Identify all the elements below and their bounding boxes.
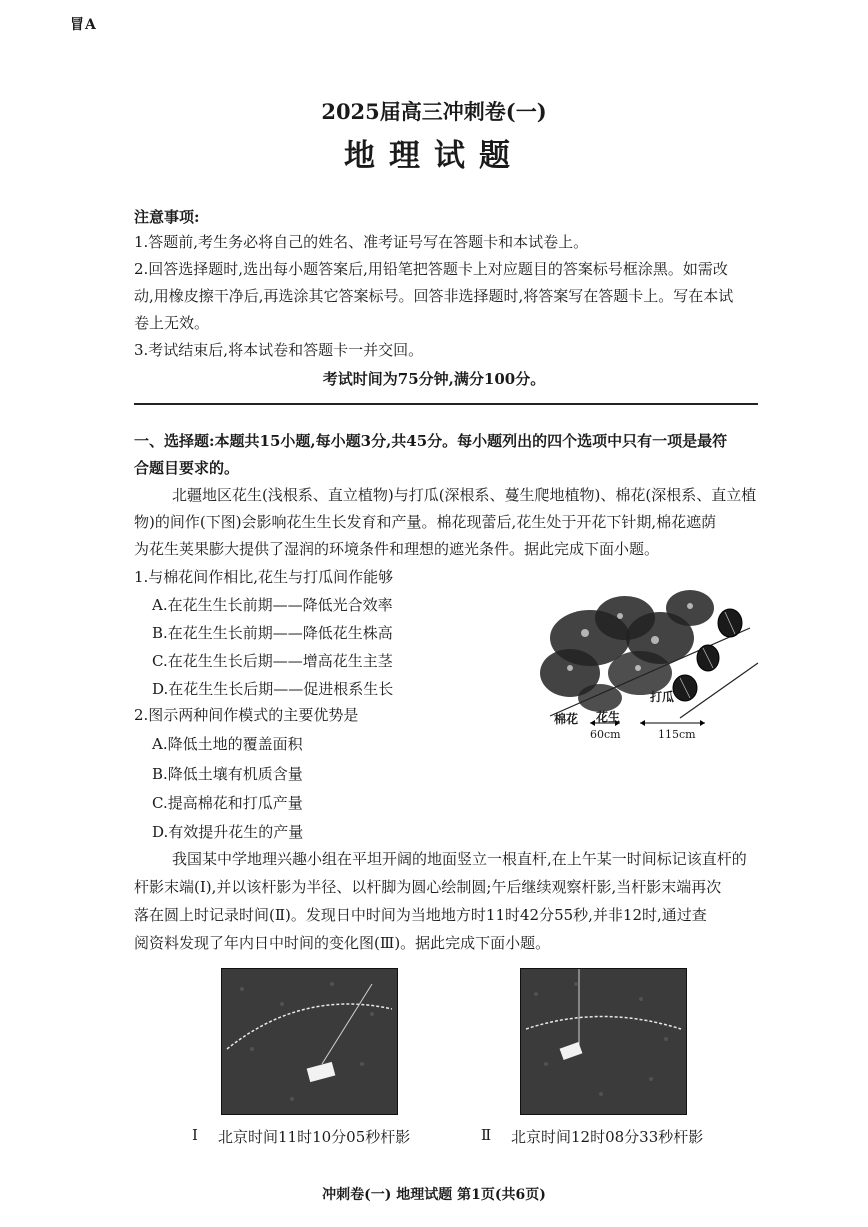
notice-line: 2.回答选择题时,选出每小题答案后,用铅笔把答题卡上对应题目的答案标号框涂黑。如需改	[134, 260, 728, 278]
shadow-photo-2	[520, 968, 687, 1115]
answer-option: D.有效提升花生的产量	[152, 823, 304, 841]
paper-badge: 冒A	[70, 17, 97, 33]
divider	[134, 403, 758, 405]
passage-line: 北疆地区花生(浅根系、直立植物)与打瓜(深根系、蔓生爬地植物)、棉花(深根系、直立植	[172, 486, 757, 504]
passage-line: 阅资料发现了年内日中时间的变化图(Ⅲ)。据此完成下面小题。	[134, 934, 551, 952]
photo-1-caption: 北京时间11时10分05秒杆影	[218, 1128, 411, 1146]
passage-line: 为花生荚果膨大提供了湿润的环境条件和理想的遮光条件。据此完成下面小题。	[134, 540, 660, 558]
answer-option: B.在花生生长前期——降低花生株高	[152, 624, 393, 642]
answer-option: A.降低土地的覆盖面积	[152, 735, 303, 753]
subject-title: 地理试题	[344, 138, 524, 174]
passage-line: 落在圆上时记录时间(Ⅱ)。发现日中时间为当地地方时11时42分55秒,并非12时,通过查	[134, 906, 707, 924]
page-footer: 冲刺卷(一) 地理试题 第1页(共6页)	[322, 1187, 546, 1203]
question-stem: 2.图示两种间作模式的主要优势是	[134, 706, 359, 724]
exam-time-note: 考试时间为75分钟,满分100分。	[322, 370, 546, 388]
melon-label: 打瓜	[650, 690, 675, 704]
answer-option: B.降低土壤有机质含量	[152, 765, 303, 783]
passage-line: 物)的间作(下图)会影响花生生长发育和产量。棉花现蕾后,花生处于开花下针期,棉花遮荫	[134, 513, 717, 531]
answer-option: C.提高棉花和打瓜产量	[152, 794, 303, 812]
passage-line: 我国某中学地理兴趣小组在平坦开阔的地面竖立一根直杆,在上午某一时间标记该直杆的	[172, 850, 747, 868]
answer-option: C.在花生生长后期——增高花生主茎	[152, 652, 393, 670]
cotton-label: 棉花	[554, 712, 579, 726]
passage-line: 杆影末端(Ⅰ),并以该杆影为半径、以杆脚为圆心绘制圆;午后继续观察杆影,当杆影末端再次	[134, 878, 722, 896]
exam-series-title: 2025届高三冲刺卷(一)	[321, 99, 547, 124]
intercropping-illustration	[530, 568, 760, 748]
notice-line: 卷上无效。	[134, 314, 210, 332]
notice-line: 动,用橡皮擦干净后,再选涂其它答案标号。回答非选择题时,将答案写在答题卡上。写在本试	[134, 287, 734, 305]
notice-line: 3.考试结束后,将本试卷和答题卡一并交回。	[134, 341, 424, 359]
photo-2-caption: 北京时间12时08分33秒杆影	[511, 1128, 704, 1146]
photo-1-numeral: Ⅰ	[192, 1126, 198, 1144]
answer-option: D.在花生生长后期——促进根系生长	[152, 680, 394, 698]
photo-2-numeral: Ⅱ	[481, 1126, 492, 1144]
section-intro: 合题目要求的。	[134, 459, 240, 477]
question-stem: 1.与棉花间作相比,花生与打瓜间作能够	[134, 568, 394, 586]
distance-label-60: 60cm	[590, 728, 621, 741]
section-intro: 一、选择题:本题共15小题,每小题3分,共45分。每小题列出的四个选项中只有一项是最符	[134, 432, 728, 450]
shadow-photo-1	[221, 968, 398, 1115]
notice-heading: 注意事项:	[134, 208, 200, 226]
answer-option: A.在花生生长前期——降低光合效率	[152, 596, 393, 614]
peanut-label: 花生	[596, 710, 621, 724]
distance-label-115: 115cm	[658, 728, 696, 741]
notice-line: 1.答题前,考生务必将自己的姓名、准考证号写在答题卡和本试卷上。	[134, 233, 589, 251]
